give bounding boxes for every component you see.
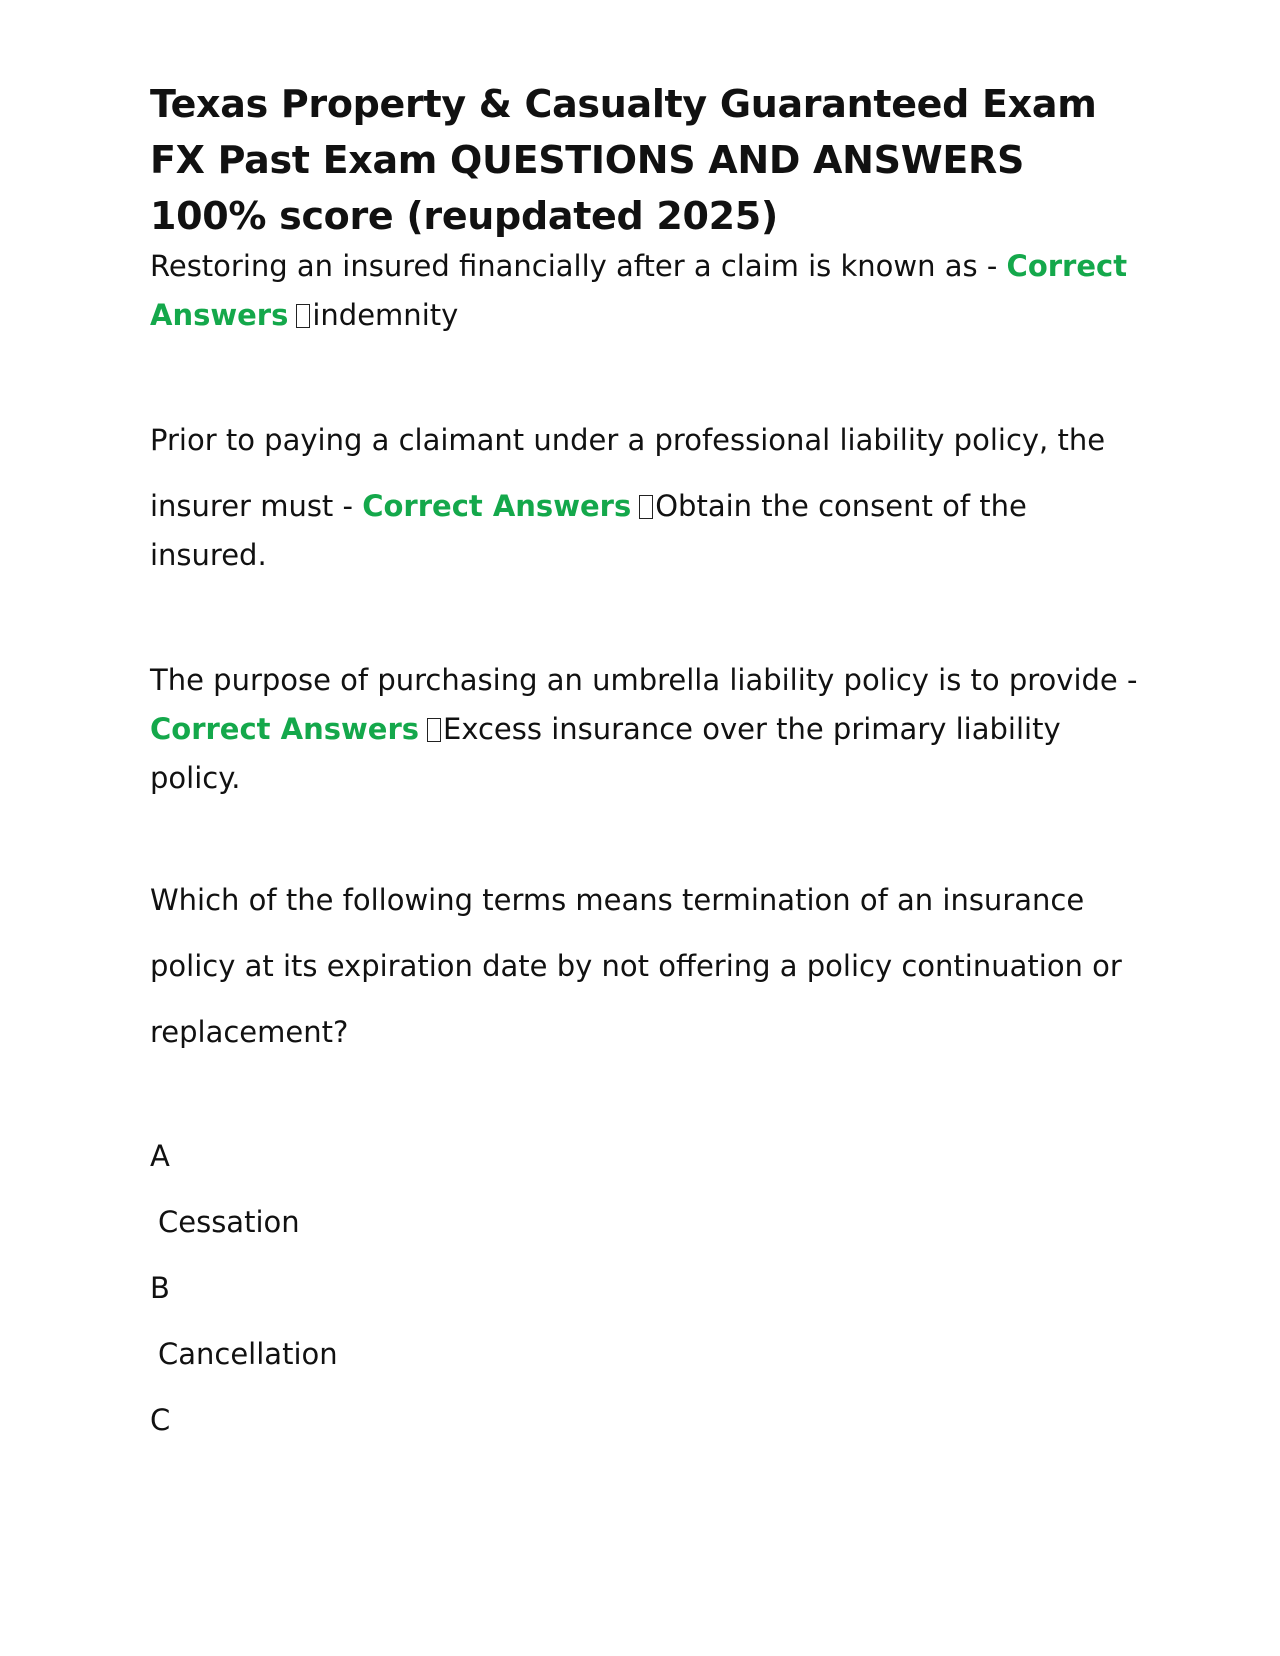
document-page: [150, 76, 1140, 1453]
checkbox-icon: [639, 495, 653, 519]
correct-answers-label: Correct Answers: [362, 489, 632, 523]
answer-text: Obtain the consent of the insured.: [150, 489, 1027, 572]
answer-options: [150, 1123, 1140, 1453]
question-text: Restoring an insured financially after a claim is known as -: [150, 249, 998, 283]
correct-answers-label: Correct Answers: [150, 712, 420, 746]
question-text-line-1: Which of the following terms means termination of an insurance: [150, 883, 1085, 917]
qa-item-3: [150, 656, 1140, 803]
option-text-b: Cancellation: [158, 1337, 338, 1371]
document-title: Texas Property & Casualty Guaranteed Exam FX Past Exam QUESTIONS AND ANSWERS 100% score (reupdated 2025): [150, 82, 1097, 238]
qa-item-1: [150, 242, 1140, 340]
question-text-line-1: Prior to paying a claimant under a professional liability policy, the: [150, 423, 1106, 457]
checkbox-icon: [296, 304, 310, 328]
question-text-line-2: insurer must -: [150, 489, 353, 523]
answer-text: Excess insurance over the primary liability policy.: [150, 712, 1061, 795]
question-text-line-2: policy at its expiration date by not offering a policy continuation or: [150, 949, 1122, 983]
correct-answers-label: Correct Answers: [150, 249, 1128, 332]
option-letter-a: A: [150, 1139, 170, 1173]
question-text: The purpose of purchasing an umbrella liability policy is to provide -: [150, 663, 1138, 697]
option-letter-b: B: [150, 1271, 170, 1305]
qa-item-2: [150, 416, 1140, 580]
option-letter-c: C: [150, 1403, 171, 1437]
option-text-a: Cessation: [158, 1205, 300, 1239]
qa-item-4: [150, 867, 1140, 1065]
question-text-line-3: replacement?: [150, 1015, 349, 1049]
answer-text: indemnity: [312, 298, 459, 332]
checkbox-icon: [427, 718, 441, 742]
